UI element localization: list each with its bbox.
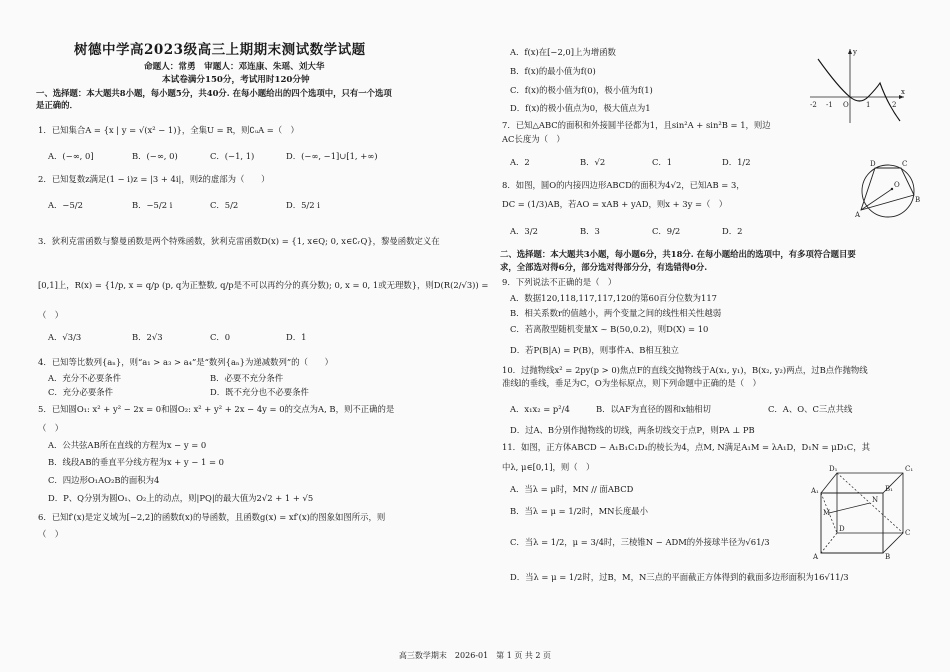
segment-mn bbox=[829, 503, 870, 513]
page-footer: 高三数学期末 2026-01 第 1 页 共 2 页 bbox=[398, 651, 552, 660]
q3-option-a[interactable]: A．√3/3 bbox=[48, 332, 82, 342]
q10-stem: 10．过抛物线x² = 2py(p > 0)焦点F的直线交抛物线于A(x₁, y₁)，B(x₂, y₂)两点，过B点作抛物线 bbox=[502, 365, 868, 375]
section1-heading-cont: 是正确的． bbox=[36, 100, 78, 110]
q5-stem: 5．已知圆O₁: x² + y² − 2x = 0和圆O₂: x² + y² + 2x − 4y = 0的交点为A, B，则不正确的是 bbox=[38, 404, 395, 414]
q3-stem: 3．狄利克雷函数与黎曼函数是两个特殊函数，狄利克雷函数D(x) = {1, x∈Q; 0, x∈∁ᵣQ}，黎曼函数定义在 bbox=[38, 236, 440, 246]
q11-cube-figure bbox=[811, 465, 915, 561]
label-a: A bbox=[855, 211, 861, 219]
q11-option-c[interactable]: C．当λ = 1/2，μ = 3/4时，三棱锥N − ADM的外接球半径为√61/3 bbox=[510, 537, 770, 547]
q8-stem-cont: DC = (1/3)AB，若AO = xAB + yAD，则x + 3y =（ ） bbox=[502, 199, 728, 209]
y-axis-arrow-icon bbox=[848, 49, 852, 54]
label-neg2: -2 bbox=[810, 101, 817, 109]
q3-option-d[interactable]: D．1 bbox=[286, 332, 307, 342]
quadrilateral-abcd bbox=[861, 168, 914, 210]
q11-stem-cont: 中λ, μ∈[0,1]，则（ ） bbox=[502, 462, 595, 472]
label-neg1: -1 bbox=[826, 101, 833, 109]
q1-option-c[interactable]: C．(−1, 1) bbox=[210, 151, 255, 161]
q6-paren: （ ） bbox=[38, 529, 64, 539]
label-c1: C₁ bbox=[905, 465, 914, 473]
q10-option-c[interactable]: C．A、O、C三点共线 bbox=[768, 404, 853, 414]
label-1: 1 bbox=[866, 101, 871, 109]
q11-stem: 11．如图，正方体ABCD − A₁B₁C₁D₁的棱长为4，点M, N满足A₁M = λA₁D，D₁N = μD₁C，其 bbox=[502, 442, 870, 452]
label-d: D bbox=[870, 160, 876, 168]
q2-option-b[interactable]: B．−5/2 i bbox=[132, 200, 173, 210]
q6-option-c[interactable]: C．f(x)的极小值为f(0)，极小值为f(1) bbox=[510, 85, 653, 95]
q9-option-d[interactable]: D．若P(B|A) = P(B)，则事件A、B相互独立 bbox=[510, 345, 679, 355]
label-b: B bbox=[885, 553, 891, 561]
q5-option-a[interactable]: A．公共弦AB所在直线的方程为x − y = 0 bbox=[48, 440, 207, 450]
q6-stem: 6．已知f′(x)是定义域为[−2,2]的函数f(x)的导函数，且函数g(x) = xf′(x)的图象如图所示，则 bbox=[38, 512, 386, 522]
q8-option-b[interactable]: B．3 bbox=[580, 226, 600, 236]
q10-option-a[interactable]: A．x₁x₂ = p²/4 bbox=[510, 404, 570, 414]
q1-stem: 1．已知集合A = {x | y = √(x² − 1)}，全集U = R，则∁ᵤA =（ ） bbox=[38, 125, 299, 135]
segment-ao bbox=[861, 189, 892, 210]
q9-option-a[interactable]: A．数据120,118,117,117,120的第60百分位数为117 bbox=[510, 293, 718, 303]
q2-option-d[interactable]: D．5/2 i bbox=[286, 200, 320, 210]
q11-option-a[interactable]: A．当λ = μ时，MN // 面ABCD bbox=[510, 484, 634, 494]
edge-c-b bbox=[883, 533, 903, 553]
label-a1: A₁ bbox=[811, 487, 819, 495]
q7-option-a[interactable]: A．2 bbox=[510, 157, 530, 167]
q6-option-a[interactable]: A．f(x)在[−2,0]上为增函数 bbox=[510, 47, 616, 57]
label-c: C bbox=[902, 160, 908, 168]
q4-stem: 4．已知等比数列{aₙ}，则“a₁ > a₃ > a₄”是“数列{aₙ}为递减数列”的（ ） bbox=[38, 357, 333, 367]
center-dot bbox=[891, 188, 893, 190]
scoring-line: 本试卷满分150分，考试用时120分钟 bbox=[162, 75, 310, 85]
label-m: M bbox=[823, 509, 831, 517]
label-2: 2 bbox=[892, 101, 897, 109]
q7-stem-cont: AC长度为（ ） bbox=[502, 134, 565, 144]
curve-g bbox=[818, 59, 900, 121]
q3-stem-cont: [0,1]上，R(x) = {1/p, x = q/p (p, q为正整数, q/p是不可以再约分的真分数); 0, x = 0, 1或无理数}，则D(R(2/√3)) = bbox=[38, 280, 489, 290]
q10-option-b[interactable]: B．以AF为直径的圆和x轴相切 bbox=[596, 404, 711, 414]
q4-option-a[interactable]: A．充分不必要条件 bbox=[48, 373, 122, 383]
q7-option-d[interactable]: D．1/2 bbox=[722, 157, 751, 167]
label-x: x bbox=[901, 88, 905, 96]
q5-option-c[interactable]: C．四边形O₁AO₂B的面积为4 bbox=[48, 475, 160, 485]
q7-option-c[interactable]: C．1 bbox=[652, 157, 673, 167]
label-b: B bbox=[915, 196, 921, 204]
q10-stem-cont: 准线l的垂线，垂足为C，O为坐标原点，则下列命题中正确的是（ ） bbox=[502, 378, 761, 388]
q1-option-d[interactable]: D．(−∞, −1]∪[1, +∞) bbox=[286, 151, 378, 161]
q8-option-c[interactable]: C．9/2 bbox=[652, 226, 681, 236]
q5-option-d[interactable]: D．P、Q分别为圆O₁、O₂上的动点，则|PQ|的最大值为2√2 + 1 + √5 bbox=[48, 493, 314, 503]
label-y: y bbox=[853, 48, 857, 56]
q1-option-b[interactable]: B．(−∞, 0) bbox=[132, 151, 178, 161]
q4-option-c[interactable]: C．充分必要条件 bbox=[48, 387, 114, 397]
q11-option-d[interactable]: D．当λ = μ = 1/2时，过B，M，N三点的平面截正方体得到的截面多边形面积为16√11/3 bbox=[510, 572, 849, 582]
q9-option-b[interactable]: B．相关系数r的值越小，两个变量之间的线性相关性越弱 bbox=[510, 308, 722, 318]
circle-o bbox=[862, 165, 914, 217]
label-c: C bbox=[905, 529, 911, 537]
authors-line: 命题人：常勇 审题人：邓连康、朱瑶、刘大华 bbox=[144, 62, 325, 72]
q8-option-a[interactable]: A．3/2 bbox=[510, 226, 538, 236]
q1-option-a[interactable]: A．(−∞, 0] bbox=[48, 151, 94, 161]
q11-option-b[interactable]: B．当λ = μ = 1/2时，MN长度最小 bbox=[510, 506, 648, 516]
q9-stem: 9．下列说法不正确的是（ ） bbox=[502, 277, 617, 287]
label-d1: D₁ bbox=[829, 465, 838, 473]
label-a: A bbox=[813, 553, 819, 561]
label-b1: B₁ bbox=[885, 485, 893, 493]
q4-option-b[interactable]: B．必要不充分条件 bbox=[210, 373, 284, 383]
edge-d1-a1 bbox=[821, 473, 837, 493]
q7-option-b[interactable]: B．√2 bbox=[580, 157, 606, 167]
q5-option-b[interactable]: B．线段AB的垂直平分线方程为x + y − 1 = 0 bbox=[48, 457, 224, 467]
q2-option-c[interactable]: C．5/2 bbox=[210, 200, 239, 210]
q5-paren: （ ） bbox=[38, 423, 64, 433]
q2-option-a[interactable]: A．−5/2 bbox=[48, 200, 83, 210]
q6-option-b[interactable]: B．f(x)的最小值为f(0) bbox=[510, 66, 596, 76]
q3-option-b[interactable]: B．2√3 bbox=[132, 332, 163, 342]
page-title: 树德中学高2023级高三上期期末测试数学试题 bbox=[74, 42, 366, 58]
section1-heading: 一、选择题：本大题共8小题，每小题5分，共40分. 在每小题给出的四个选项中，只有一个选项 bbox=[36, 88, 392, 98]
q4-option-d[interactable]: D．既不充分也不必要条件 bbox=[210, 387, 309, 397]
q3-option-c[interactable]: C．0 bbox=[210, 332, 231, 342]
q2-stem: 2．已知复数z满足(1 − i)z = |3 + 4i|，则z̄的虚部为（ ） bbox=[38, 174, 270, 184]
q10-option-d[interactable]: D．过A、B分别作抛物线的切线，两条切线交于点P，则PA ⊥ PB bbox=[510, 425, 755, 435]
q7-stem: 7．已知△ABC的面积和外接圆半径都为1，且sin²A + sin²B = 1，则边 bbox=[502, 120, 771, 130]
q3-paren: （ ） bbox=[38, 310, 64, 320]
edge-d-a bbox=[821, 533, 837, 553]
q8-option-d[interactable]: D．2 bbox=[722, 226, 743, 236]
section2-heading: 二、选择题：本大题共3小题，每小题6分，共18分. 在每小题给出的选项中，有多项符合题目要 bbox=[500, 249, 856, 259]
q6-option-d[interactable]: D．f(x)的极小值点为0，极大值点为1 bbox=[510, 103, 651, 113]
label-n: N bbox=[872, 496, 879, 504]
q6-function-graph bbox=[808, 45, 908, 125]
label-origin: O bbox=[843, 101, 849, 109]
q8-circle-figure bbox=[855, 160, 925, 220]
q9-option-c[interactable]: C．若离散型随机变量X ~ B(50,0.2)，则D(X) = 10 bbox=[510, 324, 709, 334]
label-d: D bbox=[839, 525, 845, 533]
section2-heading-cont: 求，全部选对得6分，部分选对得部分分，有选错得0分. bbox=[500, 262, 708, 272]
q8-stem: 8．如图，圆O的内接四边形ABCD的面积为4√2，已知AB = 3， bbox=[502, 180, 745, 190]
label-o: O bbox=[894, 181, 900, 189]
